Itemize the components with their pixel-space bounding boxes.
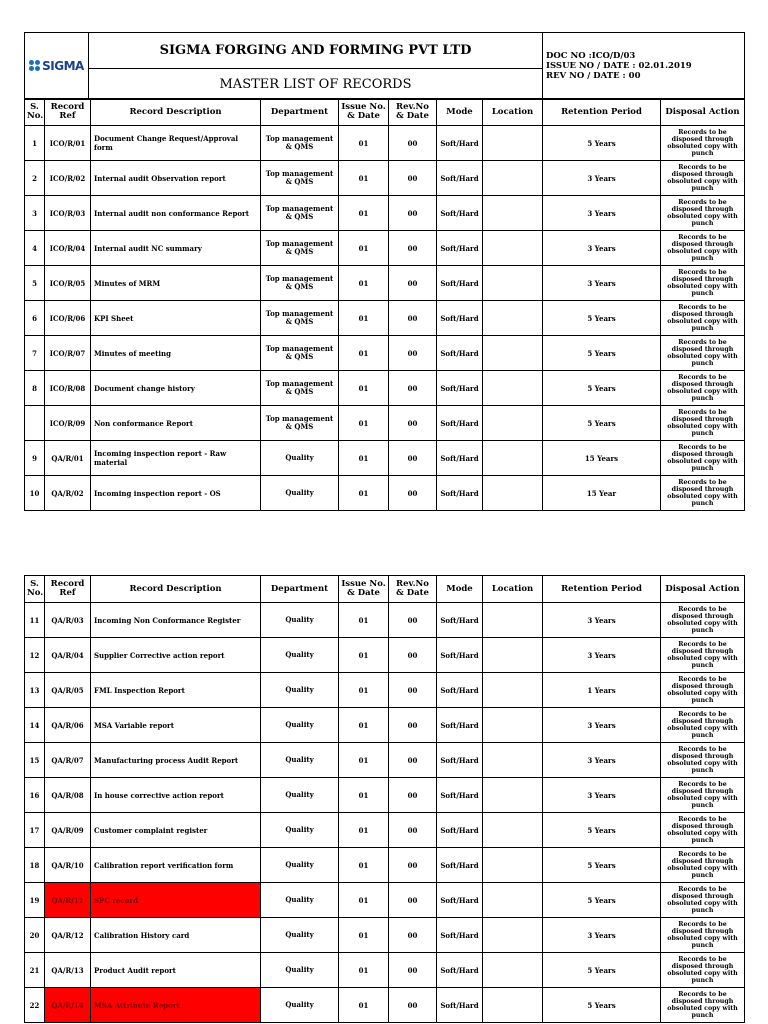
cell-sno: 18 [25, 848, 45, 883]
cell-issue: 01 [339, 441, 389, 476]
cell-sno: 8 [25, 371, 45, 406]
cell-mode: Soft/Hard [437, 231, 483, 266]
cell-issue: 01 [339, 673, 389, 708]
cell-mode: Soft/Hard [437, 988, 483, 1023]
cell-ref: ICO/R/07 [45, 336, 91, 371]
cell-mode: Soft/Hard [437, 266, 483, 301]
cell-disposal: Records to be disposed through obsoluted copy with punch [661, 848, 745, 883]
cell-dept: Quality [261, 476, 339, 511]
table-row [25, 231, 745, 266]
cell-disposal: Records to be disposed through obsoluted copy with punch [661, 918, 745, 953]
cell-location [483, 743, 543, 778]
cell-mode: Soft/Hard [437, 708, 483, 743]
cell-sno: 10 [25, 476, 45, 511]
cell-issue: 01 [339, 848, 389, 883]
cell-disposal: Records to be disposed through obsoluted copy with punch [661, 988, 745, 1023]
cell-issue: 01 [339, 336, 389, 371]
cell-dept: Quality [261, 848, 339, 883]
cell-rev: 00 [389, 406, 437, 441]
cell-rev: 00 [389, 196, 437, 231]
cell-desc: Incoming inspection report - Raw material [91, 441, 261, 476]
cell-sno: 16 [25, 778, 45, 813]
cell-mode: Soft/Hard [437, 778, 483, 813]
rev-info: REV NO / DATE : 00 [546, 71, 641, 81]
cell-sno: 15 [25, 743, 45, 778]
cell-dept: Quality [261, 918, 339, 953]
cell-rev: 00 [389, 848, 437, 883]
cell-ref: QA/R/04 [45, 638, 91, 673]
cell-retention: 3 Years [543, 266, 661, 301]
cell-desc: Manufacturing process Audit Report [91, 743, 261, 778]
column-header-rev: Rev.No & Date [389, 576, 437, 603]
cell-issue: 01 [339, 231, 389, 266]
cell-disposal: Records to be disposed through obsoluted copy with punch [661, 638, 745, 673]
company-name: SIGMA FORGING AND FORMING PVT LTD [89, 33, 543, 69]
cell-desc: Internal audit Observation report [91, 161, 261, 196]
cell-location [483, 883, 543, 918]
column-header-retention: Retention Period [543, 99, 661, 126]
cell-sno: 19 [25, 883, 45, 918]
cell-disposal: Records to be disposed through obsoluted copy with punch [661, 603, 745, 638]
column-header-dept: Department [261, 576, 339, 603]
table-row [25, 371, 745, 406]
table-row [25, 743, 745, 778]
cell-sno: 1 [25, 126, 45, 161]
cell-sno: 14 [25, 708, 45, 743]
cell-rev: 00 [389, 371, 437, 406]
cell-rev: 00 [389, 336, 437, 371]
cell-retention: 5 Years [543, 988, 661, 1023]
cell-retention: 3 Years [543, 161, 661, 196]
column-header-issue: Issue No. & Date [339, 576, 389, 603]
cell-desc: Incoming Non Conformance Register [91, 603, 261, 638]
cell-mode: Soft/Hard [437, 743, 483, 778]
cell-rev: 00 [389, 441, 437, 476]
cell-sno: 5 [25, 266, 45, 301]
table-row [25, 603, 745, 638]
cell-mode: Soft/Hard [437, 161, 483, 196]
cell-sno: 2 [25, 161, 45, 196]
column-header-location: Location [483, 576, 543, 603]
cell-sno: 9 [25, 441, 45, 476]
column-header-disposal: Disposal Action [661, 576, 745, 603]
cell-dept: Quality [261, 778, 339, 813]
cell-issue: 01 [339, 406, 389, 441]
cell-dept: Top management & QMS [261, 406, 339, 441]
column-header-dept: Department [261, 99, 339, 126]
cell-mode: Soft/Hard [437, 196, 483, 231]
cell-retention: 3 Years [543, 918, 661, 953]
cell-location [483, 161, 543, 196]
cell-location [483, 441, 543, 476]
cell-dept: Quality [261, 708, 339, 743]
table-row [25, 708, 745, 743]
column-header-retention: Retention Period [543, 576, 661, 603]
cell-issue: 01 [339, 638, 389, 673]
cell-mode: Soft/Hard [437, 441, 483, 476]
cell-rev: 00 [389, 988, 437, 1023]
cell-retention: 5 Years [543, 406, 661, 441]
column-header-issue: Issue No. & Date [339, 99, 389, 126]
records-table-1 [24, 98, 745, 511]
table-row [25, 848, 745, 883]
cell-mode: Soft/Hard [437, 918, 483, 953]
cell-desc: FML Inspection Report [91, 673, 261, 708]
table-row [25, 673, 745, 708]
cell-ref: QA/R/13 [45, 953, 91, 988]
cell-desc: KPI Sheet [91, 301, 261, 336]
table-row [25, 301, 745, 336]
cell-desc: MSA Attribute Report [91, 988, 261, 1023]
cell-ref: ICO/R/06 [45, 301, 91, 336]
table-row [25, 813, 745, 848]
cell-location [483, 673, 543, 708]
cell-dept: Quality [261, 743, 339, 778]
cell-dept: Quality [261, 673, 339, 708]
table-row [25, 953, 745, 988]
cell-ref: QA/R/01 [45, 441, 91, 476]
cell-issue: 01 [339, 371, 389, 406]
column-header-disposal: Disposal Action [661, 99, 745, 126]
cell-dept: Top management & QMS [261, 301, 339, 336]
cell-issue: 01 [339, 266, 389, 301]
cell-disposal: Records to be disposed through obsoluted copy with punch [661, 406, 745, 441]
cell-disposal: Records to be disposed through obsoluted copy with punch [661, 161, 745, 196]
cell-retention: 3 Years [543, 231, 661, 266]
cell-location [483, 778, 543, 813]
column-header-desc: Record Description [91, 576, 261, 603]
cell-desc: Calibration report verification form [91, 848, 261, 883]
cell-retention: 5 Years [543, 301, 661, 336]
cell-disposal: Records to be disposed through obsoluted copy with punch [661, 883, 745, 918]
cell-desc: Minutes of MRM [91, 266, 261, 301]
cell-issue: 01 [339, 708, 389, 743]
cell-mode: Soft/Hard [437, 848, 483, 883]
cell-issue: 01 [339, 196, 389, 231]
cell-rev: 00 [389, 918, 437, 953]
cell-ref: QA/R/12 [45, 918, 91, 953]
cell-location [483, 708, 543, 743]
cell-disposal: Records to be disposed through obsoluted copy with punch [661, 953, 745, 988]
cell-ref: QA/R/11 [45, 883, 91, 918]
doc-number: DOC NO :ICO/D/03 [546, 51, 636, 61]
cell-dept: Top management & QMS [261, 161, 339, 196]
cell-dept: Top management & QMS [261, 126, 339, 161]
column-header-location: Location [483, 99, 543, 126]
table-row [25, 883, 745, 918]
cell-issue: 01 [339, 778, 389, 813]
cell-ref: ICO/R/05 [45, 266, 91, 301]
cell-rev: 00 [389, 603, 437, 638]
cell-desc: In house corrective action report [91, 778, 261, 813]
cell-desc: Customer complaint register [91, 813, 261, 848]
cell-issue: 01 [339, 603, 389, 638]
logo [27, 59, 86, 73]
cell-issue: 01 [339, 743, 389, 778]
column-header-ref: Record Ref [45, 576, 91, 603]
cell-location [483, 603, 543, 638]
cell-retention: 3 Years [543, 638, 661, 673]
cell-location [483, 196, 543, 231]
column-header-sno: S. No. [25, 99, 45, 126]
cell-dept: Quality [261, 953, 339, 988]
sigma-logo-icon [29, 60, 41, 72]
cell-desc: Product Audit report [91, 953, 261, 988]
cell-sno: 7 [25, 336, 45, 371]
cell-desc: Calibration History card [91, 918, 261, 953]
cell-mode: Soft/Hard [437, 603, 483, 638]
cell-issue: 01 [339, 301, 389, 336]
cell-desc: Non conformance Report [91, 406, 261, 441]
cell-sno: 11 [25, 603, 45, 638]
column-header-mode: Mode [437, 99, 483, 126]
cell-dept: Quality [261, 603, 339, 638]
cell-issue: 01 [339, 988, 389, 1023]
cell-mode: Soft/Hard [437, 476, 483, 511]
cell-mode: Soft/Hard [437, 638, 483, 673]
document-title: MASTER LIST OF RECORDS [89, 69, 543, 100]
cell-disposal: Records to be disposed through obsoluted copy with punch [661, 673, 745, 708]
cell-retention: 3 Years [543, 196, 661, 231]
cell-desc: Incoming inspection report - OS [91, 476, 261, 511]
column-header-ref: Record Ref [45, 99, 91, 126]
cell-rev: 00 [389, 883, 437, 918]
cell-retention: 5 Years [543, 848, 661, 883]
cell-disposal: Records to be disposed through obsoluted copy with punch [661, 371, 745, 406]
cell-rev: 00 [389, 673, 437, 708]
cell-rev: 00 [389, 476, 437, 511]
logo-cell [25, 33, 89, 100]
cell-retention: 1 Years [543, 673, 661, 708]
cell-sno: 3 [25, 196, 45, 231]
cell-location [483, 813, 543, 848]
cell-rev: 00 [389, 813, 437, 848]
column-header-mode: Mode [437, 576, 483, 603]
cell-ref: QA/R/02 [45, 476, 91, 511]
cell-retention: 15 Year [543, 476, 661, 511]
table-row [25, 406, 745, 441]
cell-retention: 3 Years [543, 603, 661, 638]
cell-desc: Supplier Corrective action report [91, 638, 261, 673]
cell-sno [25, 406, 45, 441]
cell-disposal: Records to be disposed through obsoluted copy with punch [661, 708, 745, 743]
table-row [25, 126, 745, 161]
cell-sno: 20 [25, 918, 45, 953]
cell-issue: 01 [339, 953, 389, 988]
cell-desc: Document Change Request/Approval form [91, 126, 261, 161]
cell-rev: 00 [389, 266, 437, 301]
cell-retention: 5 Years [543, 883, 661, 918]
table-row [25, 336, 745, 371]
cell-issue: 01 [339, 883, 389, 918]
cell-rev: 00 [389, 778, 437, 813]
cell-dept: Top management & QMS [261, 231, 339, 266]
doc-info [543, 33, 745, 100]
cell-location [483, 918, 543, 953]
cell-rev: 00 [389, 743, 437, 778]
cell-location [483, 476, 543, 511]
cell-desc: MSA Variable report [91, 708, 261, 743]
cell-mode: Soft/Hard [437, 883, 483, 918]
cell-sno: 4 [25, 231, 45, 266]
cell-ref: QA/R/10 [45, 848, 91, 883]
cell-location [483, 126, 543, 161]
cell-ref: QA/R/09 [45, 813, 91, 848]
table-row [25, 161, 745, 196]
cell-sno: 22 [25, 988, 45, 1023]
cell-retention: 5 Years [543, 336, 661, 371]
cell-ref: ICO/R/01 [45, 126, 91, 161]
cell-dept: Quality [261, 638, 339, 673]
table-row [25, 988, 745, 1023]
cell-dept: Quality [261, 441, 339, 476]
cell-ref: QA/R/07 [45, 743, 91, 778]
cell-sno: 12 [25, 638, 45, 673]
cell-retention: 15 Years [543, 441, 661, 476]
cell-dept: Top management & QMS [261, 196, 339, 231]
cell-disposal: Records to be disposed through obsoluted copy with punch [661, 813, 745, 848]
cell-ref: QA/R/14 [45, 988, 91, 1023]
cell-issue: 01 [339, 813, 389, 848]
table-row [25, 638, 745, 673]
cell-disposal: Records to be disposed through obsoluted copy with punch [661, 743, 745, 778]
cell-sno: 17 [25, 813, 45, 848]
cell-sno: 13 [25, 673, 45, 708]
cell-retention: 3 Years [543, 708, 661, 743]
column-header-rev: Rev.No & Date [389, 99, 437, 126]
cell-disposal: Records to be disposed through obsoluted copy with punch [661, 266, 745, 301]
cell-retention: 5 Years [543, 126, 661, 161]
cell-location [483, 231, 543, 266]
cell-dept: Quality [261, 813, 339, 848]
cell-mode: Soft/Hard [437, 371, 483, 406]
cell-dept: Quality [261, 883, 339, 918]
cell-ref: ICO/R/04 [45, 231, 91, 266]
cell-location [483, 406, 543, 441]
table-row [25, 441, 745, 476]
cell-ref: ICO/R/08 [45, 371, 91, 406]
cell-rev: 00 [389, 708, 437, 743]
cell-disposal: Records to be disposed through obsoluted copy with punch [661, 336, 745, 371]
cell-ref: QA/R/05 [45, 673, 91, 708]
cell-mode: Soft/Hard [437, 813, 483, 848]
cell-issue: 01 [339, 476, 389, 511]
cell-location [483, 266, 543, 301]
cell-mode: Soft/Hard [437, 301, 483, 336]
column-header-desc: Record Description [91, 99, 261, 126]
cell-rev: 00 [389, 231, 437, 266]
cell-location [483, 988, 543, 1023]
cell-ref: QA/R/03 [45, 603, 91, 638]
cell-disposal: Records to be disposed through obsoluted copy with punch [661, 778, 745, 813]
cell-rev: 00 [389, 126, 437, 161]
cell-mode: Soft/Hard [437, 336, 483, 371]
cell-location [483, 301, 543, 336]
document-header [24, 32, 745, 100]
cell-disposal: Records to be disposed through obsoluted copy with punch [661, 476, 745, 511]
logo-text: SIGMA [42, 59, 84, 73]
issue-info: ISSUE NO / DATE : 02.01.2019 [546, 61, 692, 71]
cell-ref: ICO/R/09 [45, 406, 91, 441]
cell-location [483, 638, 543, 673]
cell-location [483, 953, 543, 988]
cell-rev: 00 [389, 953, 437, 988]
header-row [25, 99, 745, 126]
table-row [25, 476, 745, 511]
cell-issue: 01 [339, 126, 389, 161]
cell-desc: Internal audit non conformance Report [91, 196, 261, 231]
cell-disposal: Records to be disposed through obsoluted copy with punch [661, 126, 745, 161]
cell-mode: Soft/Hard [437, 126, 483, 161]
cell-dept: Top management & QMS [261, 336, 339, 371]
cell-ref: QA/R/06 [45, 708, 91, 743]
cell-sno: 6 [25, 301, 45, 336]
table-row [25, 196, 745, 231]
cell-location [483, 336, 543, 371]
cell-rev: 00 [389, 301, 437, 336]
table-row [25, 918, 745, 953]
cell-desc: Minutes of meeting [91, 336, 261, 371]
cell-disposal: Records to be disposed through obsoluted copy with punch [661, 301, 745, 336]
column-header-sno: S. No. [25, 576, 45, 603]
cell-issue: 01 [339, 918, 389, 953]
cell-disposal: Records to be disposed through obsoluted copy with punch [661, 196, 745, 231]
cell-desc: Internal audit NC summary [91, 231, 261, 266]
cell-ref: ICO/R/02 [45, 161, 91, 196]
cell-desc: Document change history [91, 371, 261, 406]
cell-disposal: Records to be disposed through obsoluted copy with punch [661, 231, 745, 266]
cell-mode: Soft/Hard [437, 406, 483, 441]
cell-dept: Quality [261, 988, 339, 1023]
cell-location [483, 371, 543, 406]
cell-retention: 5 Years [543, 371, 661, 406]
cell-rev: 00 [389, 161, 437, 196]
cell-ref: QA/R/08 [45, 778, 91, 813]
cell-ref: ICO/R/03 [45, 196, 91, 231]
cell-disposal: Records to be disposed through obsoluted copy with punch [661, 441, 745, 476]
cell-retention: 3 Years [543, 778, 661, 813]
cell-retention: 5 Years [543, 813, 661, 848]
cell-retention: 3 Years [543, 743, 661, 778]
table-row [25, 778, 745, 813]
table-row [25, 266, 745, 301]
cell-dept: Top management & QMS [261, 371, 339, 406]
cell-dept: Top management & QMS [261, 266, 339, 301]
header-row [25, 576, 745, 603]
cell-mode: Soft/Hard [437, 953, 483, 988]
cell-desc: SPC record [91, 883, 261, 918]
cell-rev: 00 [389, 638, 437, 673]
records-table-2 [24, 575, 745, 1023]
cell-location [483, 848, 543, 883]
cell-mode: Soft/Hard [437, 673, 483, 708]
cell-issue: 01 [339, 161, 389, 196]
cell-sno: 21 [25, 953, 45, 988]
cell-retention: 5 Years [543, 953, 661, 988]
